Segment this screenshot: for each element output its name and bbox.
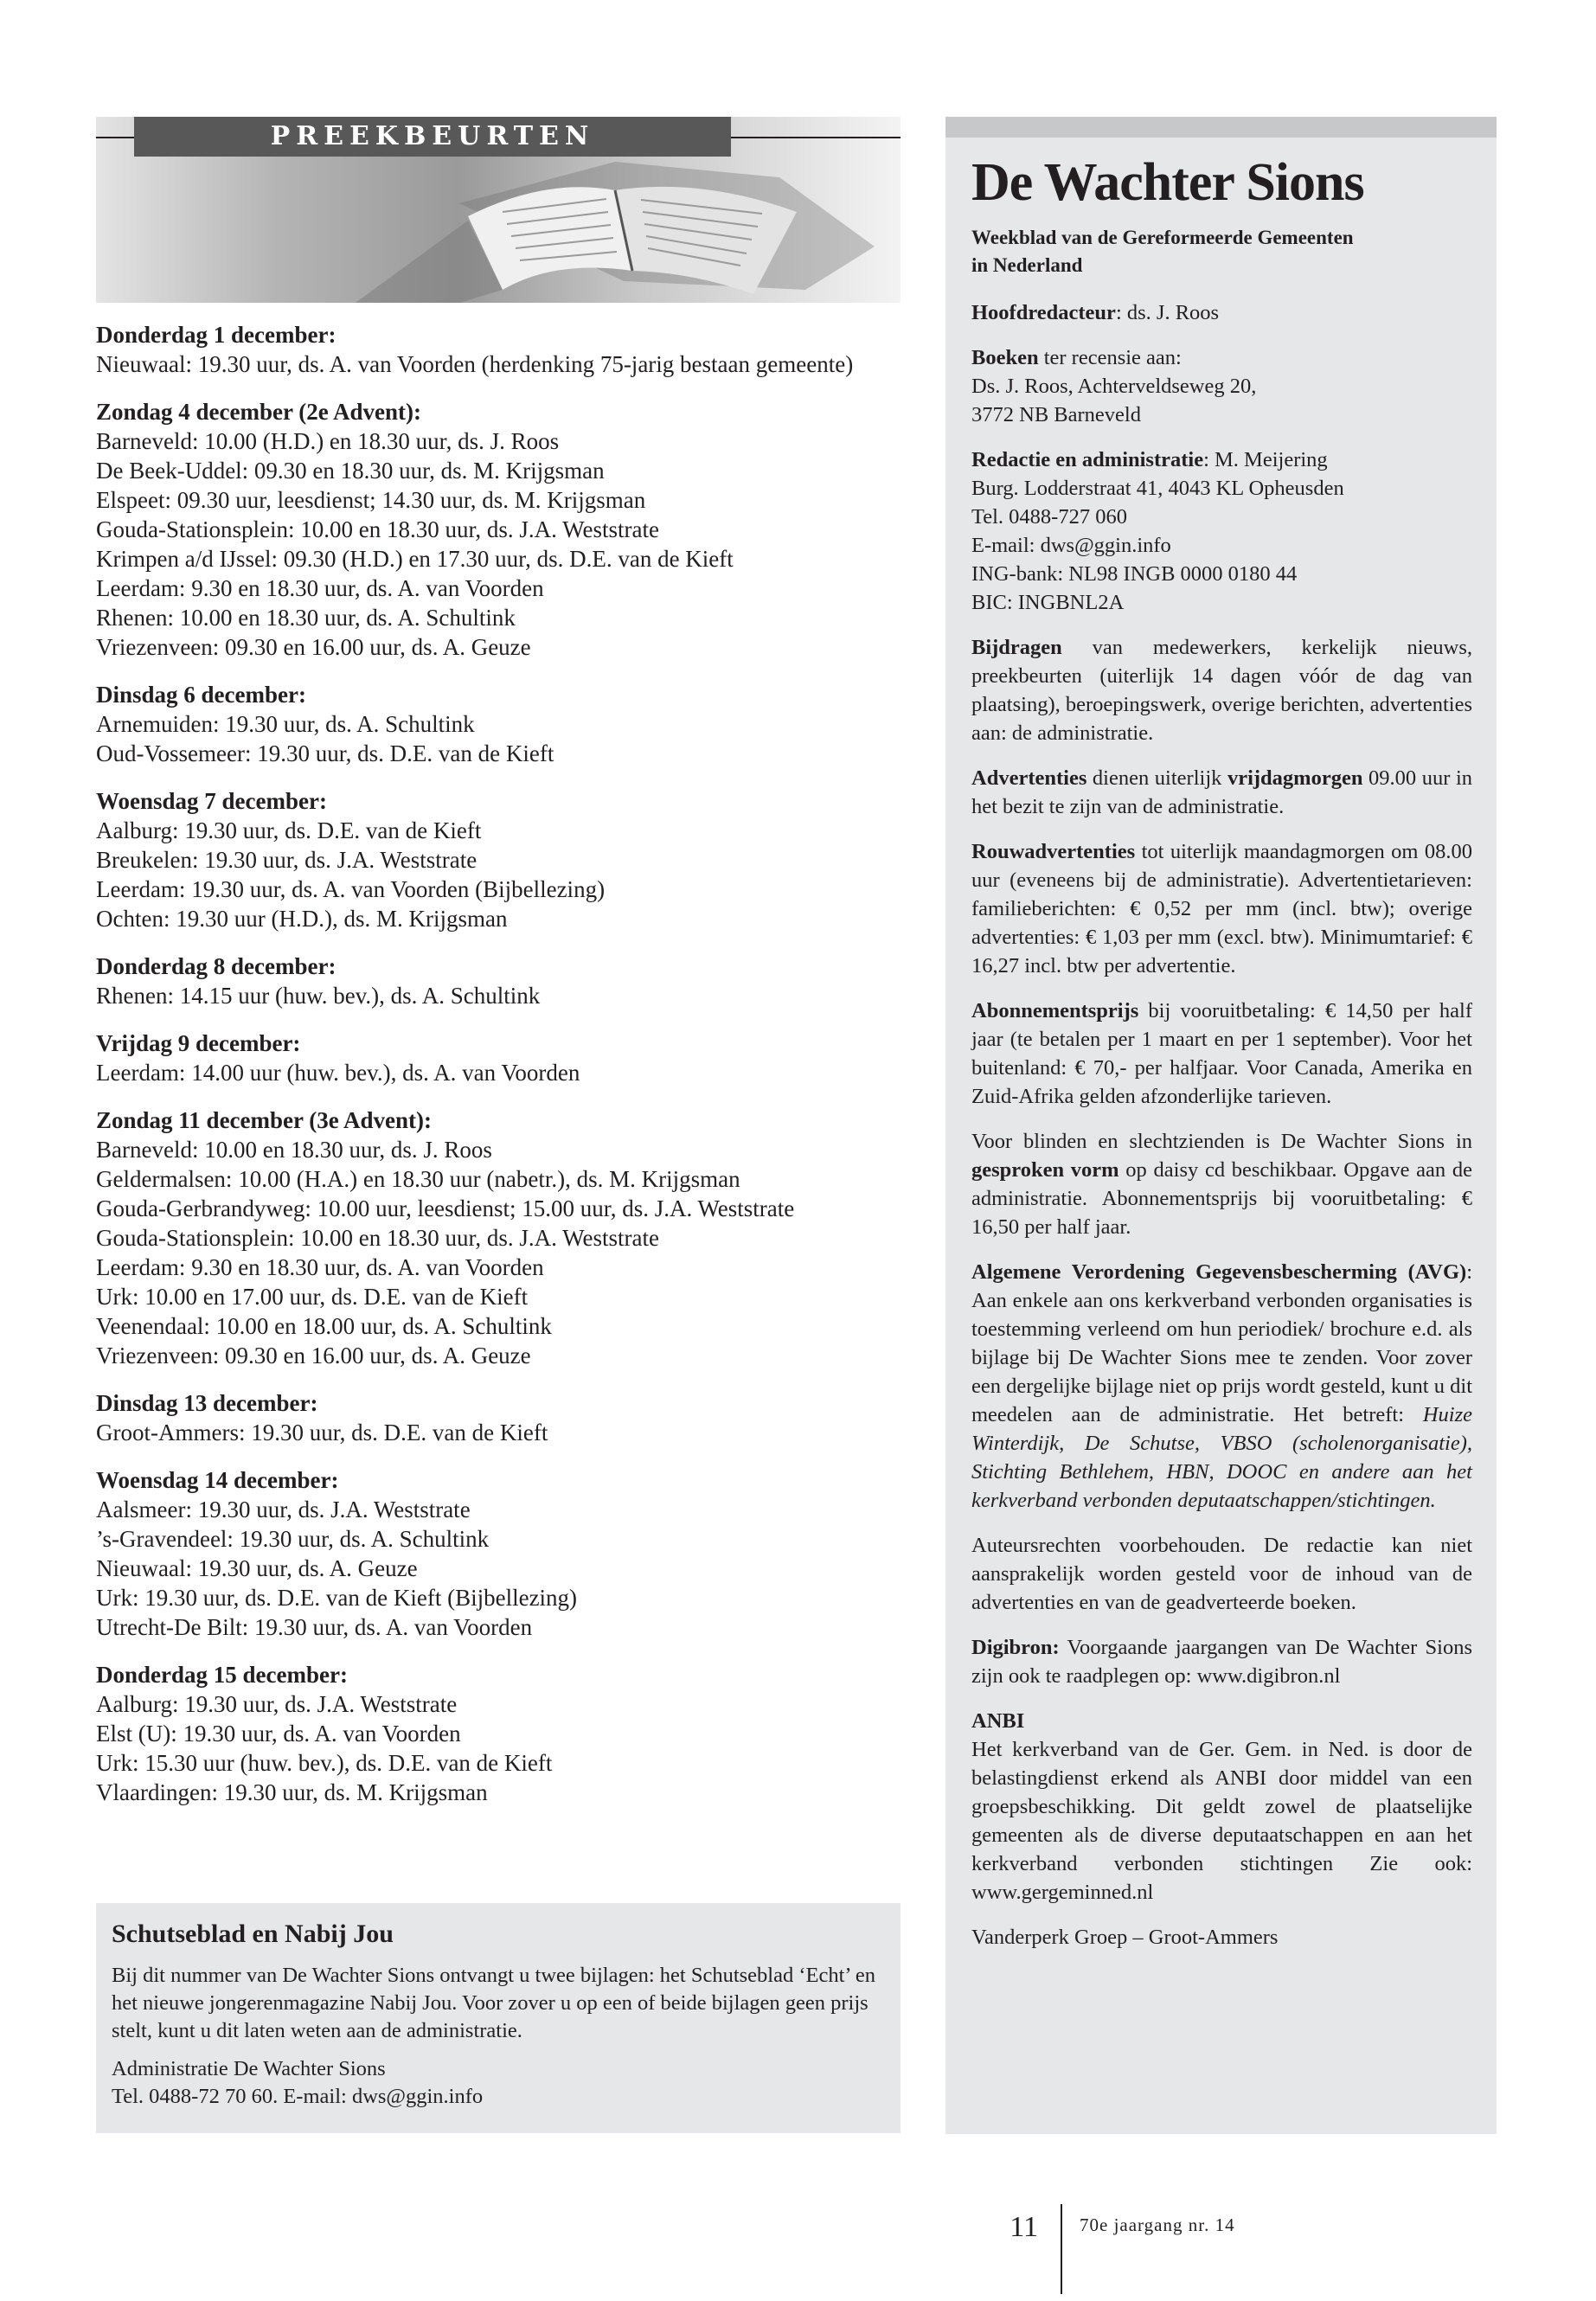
service-day (96, 680, 901, 768)
service-day-heading: Dinsdag 6 december: (96, 682, 306, 708)
service-entry: Elspeet: 09.30 uur, leesdienst; 14.30 uur, ds. M. Krijgsman (96, 487, 646, 513)
service-day (96, 397, 901, 662)
service-entry: Gouda-Stationsplein: 10.00 en 18.30 uur, ds. J.A. Weststrate (96, 516, 659, 542)
service-day-heading: Donderdag 15 december: (96, 1662, 348, 1688)
service-day (96, 1388, 901, 1447)
audio-text-1: Voor blinden en slechtzienden is De Wachter Sions in (971, 1130, 1472, 1153)
audio-emphasis: gesproken vorm (971, 1158, 1119, 1182)
digibron-info (971, 1633, 1472, 1690)
service-day-heading: Donderdag 1 december: (96, 322, 337, 348)
service-entry: Elst (U): 19.30 uur, ds. A. van Voorden (96, 1721, 461, 1747)
contrib-text: van medewerkers, kerkelijk nieuws, preekbeurten (uiterlijk 14 dagen vóór de dag van plaatsing), beroepingswerk, overige berichten, advertenties aan: de administratie. (971, 636, 1472, 745)
ads-deadline: vrijdagmorgen (1227, 766, 1363, 790)
service-day-heading: Dinsdag 13 december: (96, 1390, 318, 1416)
service-entry: Vlaardingen: 19.30 uur, ds. M. Krijgsman (96, 1779, 488, 1805)
masthead-column (945, 117, 1497, 2134)
editor-value: : ds. J. Roos (1115, 301, 1220, 324)
editor-info (971, 298, 1472, 327)
mourning-ads-info (971, 837, 1472, 980)
ads-info (971, 764, 1472, 821)
anbi-info (971, 1707, 1472, 1907)
ads-text-2: 09.00 uur in het bezit te zijn van de administratie. (971, 766, 1473, 818)
service-entry: Krimpen a/d IJssel: 09.30 (H.D.) en 17.30 uur, ds. D.E. van de Kieft (96, 546, 734, 572)
section-title: PREEKBEURTEN (270, 121, 595, 151)
service-entry: Urk: 15.30 uur (huw. bev.), ds. D.E. van de Kieft (96, 1750, 553, 1776)
digibron-label: Digibron: (971, 1636, 1060, 1659)
service-entry: Gouda-Gerbrandyweg: 10.00 uur, leesdienst; 15.00 uur, ds. J.A. Weststrate (96, 1195, 795, 1221)
service-entry: Gouda-Stationsplein: 10.00 en 18.30 uur, ds. J.A. Weststrate (96, 1225, 659, 1251)
books-info (971, 343, 1472, 429)
service-day (96, 1029, 901, 1087)
service-entry: Aalburg: 19.30 uur, ds. J.A. Weststrate (96, 1691, 458, 1717)
service-entry: Leerdam: 14.00 uur (huw. bev.), ds. A. van Voorden (96, 1060, 580, 1086)
subscription-label: Abonnementsprijs (971, 999, 1139, 1022)
service-day (96, 952, 901, 1010)
anbi-text: Het kerkverband van de Ger. Gem. in Ned. is door de belastingdienst erkend als ANBI door middel van een groepsbeschikking. Dit geldt zowel de plaatselijke gemeenten als de diverse deputaatschappen en aan het kerkverband verbonden stichtingen Zie ook: www.gergeminned.nl (971, 1738, 1472, 1904)
admin-info (971, 445, 1472, 617)
service-entry: Leerdam: 9.30 en 18.30 uur, ds. A. van Voorden (96, 575, 544, 601)
service-day-heading: Zondag 4 december (2e Advent): (96, 399, 421, 425)
service-day-heading: Woensdag 14 december: (96, 1467, 339, 1493)
service-entry: Geldermalsen: 10.00 (H.A.) en 18.30 uur (nabetr.), ds. M. Krijgsman (96, 1166, 740, 1192)
service-day-heading: Vrijdag 9 december: (96, 1030, 301, 1056)
audio-text-2: op daisy cd beschikbaar. Opgave aan de administratie. Abonnementsprijs bij vooruitbetaling: € 16,50 per half jaar. (971, 1158, 1472, 1239)
subtitle-line-1: Weekblad van de Gereformeerde Gemeenten (971, 227, 1354, 248)
masthead-title: De Wachter Sions (971, 153, 1364, 212)
books-text: ter recensie aan: (1038, 346, 1182, 369)
service-day (96, 1660, 901, 1807)
service-entry: Barneveld: 10.00 en 18.30 uur, ds. J. Roos (96, 1137, 492, 1163)
admin-address: Burg. Lodderstraat 41, 4043 KL Opheusden (971, 477, 1344, 500)
masthead-strip (945, 117, 1497, 138)
service-entry: Urk: 10.00 en 17.00 uur, ds. D.E. van de Kieft (96, 1284, 529, 1310)
service-entry: Barneveld: 10.00 (H.D.) en 18.30 uur, ds. J. Roos (96, 428, 560, 454)
service-entry: Nieuwaal: 19.30 uur, ds. A. van Voorden (herdenking 75-jarig bestaan gemeente) (96, 351, 854, 377)
service-day-heading: Donderdag 8 december: (96, 953, 337, 979)
subscription-text: bij vooruitbetaling: € 14,50 per half jaar (te betalen per 1 maart en per 1 september). Voor het buitenland: € 70,- per halfjaar. Voor Canada, Amerika en Zuid-Afrika gelden afzonderlijke tarieven. (971, 999, 1472, 1108)
preekbeurten-column (96, 117, 901, 1825)
admin-label: Redactie en administratie (971, 448, 1204, 471)
volume-info: 70e jaargang nr. 14 (1080, 2214, 1235, 2235)
ads-label: Advertenties (971, 766, 1087, 790)
notice-contact (112, 2055, 885, 2111)
admin-name: : M. Meijering (1203, 448, 1328, 471)
notice-body: Bij dit nummer van De Wachter Sions ontvangt u twee bijlagen: het Schutseblad ‘Echt’ en het nieuwe jongerenmagazine Nabij Jou. Voor zover u op een of beide bijlagen geen prijs stelt, kunt u dit laten weten aan de administratie. (112, 1964, 875, 2042)
admin-phone: Tel. 0488-727 060 (971, 505, 1127, 529)
service-entry: Utrecht-De Bilt: 19.30 uur, ds. A. van Voorden (96, 1614, 533, 1640)
service-entry: Leerdam: 9.30 en 18.30 uur, ds. A. van Voorden (96, 1254, 544, 1280)
service-entry: Rhenen: 10.00 en 18.30 uur, ds. A. Schultink (96, 605, 516, 631)
service-entry: Vriezenveen: 09.30 en 16.00 uur, ds. A. Geuze (96, 1343, 531, 1368)
service-day-heading: Woensdag 7 december: (96, 788, 327, 814)
service-day-heading: Zondag 11 december (3e Advent): (96, 1107, 432, 1133)
service-day (96, 320, 901, 379)
contrib-label: Bijdragen (971, 636, 1062, 659)
notice-box (96, 1903, 901, 2133)
books-address-1: Ds. J. Roos, Achterveldseweg 20, (971, 375, 1257, 398)
subscription-info (971, 997, 1472, 1111)
editor-label: Hoofdredacteur (971, 301, 1116, 324)
service-entry: Leerdam: 19.30 uur, ds. A. van Voorden (Bijbellezing) (96, 876, 606, 902)
service-entry: Aalsmeer: 19.30 uur, ds. J.A. Weststrate (96, 1497, 471, 1522)
books-address-2: 3772 NB Barneveld (971, 403, 1141, 426)
service-entry: Nieuwaal: 19.30 uur, ds. A. Geuze (96, 1555, 418, 1581)
audio-edition-info (971, 1127, 1472, 1241)
service-entry: Veenendaal: 10.00 en 18.00 uur, ds. A. Schultink (96, 1313, 552, 1339)
notice-title: Schutseblad en Nabij Jou (112, 1920, 394, 1948)
contributions-info (971, 633, 1472, 747)
section-banner (96, 117, 901, 303)
anbi-label: ANBI (971, 1709, 1025, 1733)
avg-organisations: Huize Winterdijk, De Schutse, VBSO (scholenorganisatie), Stichting Bethlehem, HBN, DOOC en andere aan het kerkverband verbonden deputaatschappen/stichtingen. (971, 1403, 1472, 1512)
copyright-info: Auteursrechten voorbehouden. De redactie kan niet aansprakelijk worden gesteld voor de inhoud van de advertenties en van de geadverteerde boeken. (971, 1534, 1472, 1614)
service-entry: Urk: 19.30 uur, ds. D.E. van de Kieft (Bijbellezing) (96, 1585, 578, 1611)
service-entry: Vriezenveen: 09.30 en 16.00 uur, ds. A. Geuze (96, 634, 531, 660)
page-number: 11 (1010, 2211, 1038, 2243)
service-day (96, 1465, 901, 1642)
books-label: Boeken (971, 346, 1039, 369)
printer-info: Vanderperk Groep – Groot-Ammers (971, 1926, 1279, 1949)
section-title-box (134, 117, 731, 157)
footer-divider (1061, 2204, 1062, 2294)
avg-info (971, 1258, 1472, 1515)
admin-bank: ING-bank: NL98 INGB 0000 0180 44 (971, 562, 1298, 586)
avg-label: Algemene Verordening Gegevensbescherming (AVG) (971, 1260, 1467, 1284)
mourning-label: Rouwadvertenties (971, 840, 1136, 863)
ads-text-1: dienen uiterlijk (1086, 766, 1227, 790)
admin-email: E-mail: dws@ggin.info (971, 534, 1171, 557)
service-day (96, 1106, 901, 1370)
service-entry: Rhenen: 14.15 uur (huw. bev.), ds. A. Schultink (96, 983, 541, 1009)
service-entry: Aalburg: 19.30 uur, ds. D.E. van de Kieft (96, 817, 482, 843)
service-day (96, 786, 901, 933)
service-entry: ’s-Gravendeel: 19.30 uur, ds. A. Schultink (96, 1526, 490, 1552)
service-entry: Oud-Vossemeer: 19.30 uur, ds. D.E. van de Kieft (96, 740, 554, 766)
subtitle-line-2: in Nederland (971, 254, 1083, 276)
admin-bic: BIC: INGBNL2A (971, 591, 1125, 614)
service-entry: Breukelen: 19.30 uur, ds. J.A. Weststrate (96, 847, 478, 873)
notice-contact-name: Administratie De Wachter Sions (112, 2057, 386, 2080)
service-entry: Groot-Ammers: 19.30 uur, ds. D.E. van de Kieft (96, 1420, 548, 1445)
masthead-subtitle (971, 224, 1472, 279)
mourning-text: tot uiterlijk maandagmorgen om 08.00 uur (eveneens bij de administratie). Advertentietarieven: familieberichten: € 0,52 per mm (incl. btw); overige advertenties: € 1,03 per mm (excl. btw). Minimumtarief: € 16,27 incl. btw per advertentie. (971, 840, 1472, 977)
service-entry: Arnemuiden: 19.30 uur, ds. A. Schultink (96, 711, 475, 737)
service-entry: De Beek-Uddel: 09.30 en 18.30 uur, ds. M. Krijgsman (96, 458, 605, 484)
notice-contact-details: Tel. 0488-72 70 60. E-mail: dws@ggin.info (112, 2085, 484, 2108)
avg-text: : Aan enkele aan ons kerkverband verbonden organisaties is toestemming verleend om hun periodiek/ brochure e.d. als bijlage bij De Wachter Sions mee te zenden. Voor zover een dergelijke bijlage niet op prijs wordt gesteld, kunt u dit meedelen aan de administratie. Het betreft: (971, 1260, 1472, 1426)
services-list (96, 320, 901, 1807)
digibron-text: Voorgaande jaargangen van De Wachter Sions zijn ook te raadplegen op: www.digibron.nl (971, 1636, 1472, 1688)
service-entry: Ochten: 19.30 uur (H.D.), ds. M. Krijgsman (96, 906, 508, 932)
